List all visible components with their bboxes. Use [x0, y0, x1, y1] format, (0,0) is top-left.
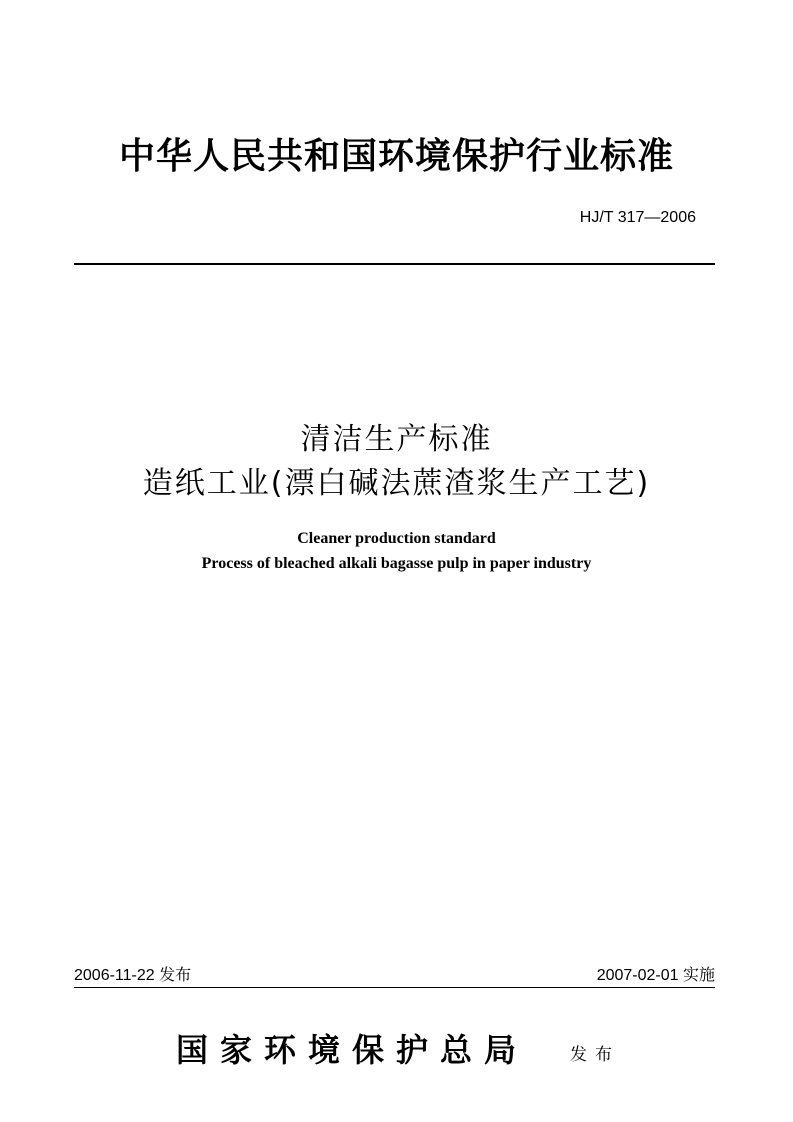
title-en-line2: Process of bleached alkali bagasse pulp in paper industry: [201, 555, 592, 572]
issue-date: 2006-11-22 发布: [74, 967, 192, 984]
bottom-divider: [74, 987, 715, 988]
title-en-line1: Cleaner production standard: [297, 530, 496, 547]
title-zh-line1: 清洁生产标准: [300, 422, 493, 457]
publisher-name: 国家环境保护总局: [176, 1031, 529, 1069]
title-zh-line2: 造纸工业(漂白碱法蔗渣浆生产工艺): [142, 466, 651, 501]
publish-label: 发布: [570, 1045, 620, 1065]
implementation-date: 2007-02-01 实施: [596, 967, 715, 984]
standard-code: HJ/T 317—2006: [579, 209, 696, 226]
org-standard-title: 中华人民共和国环境保护行业标准: [118, 135, 674, 177]
top-divider: [74, 263, 715, 265]
